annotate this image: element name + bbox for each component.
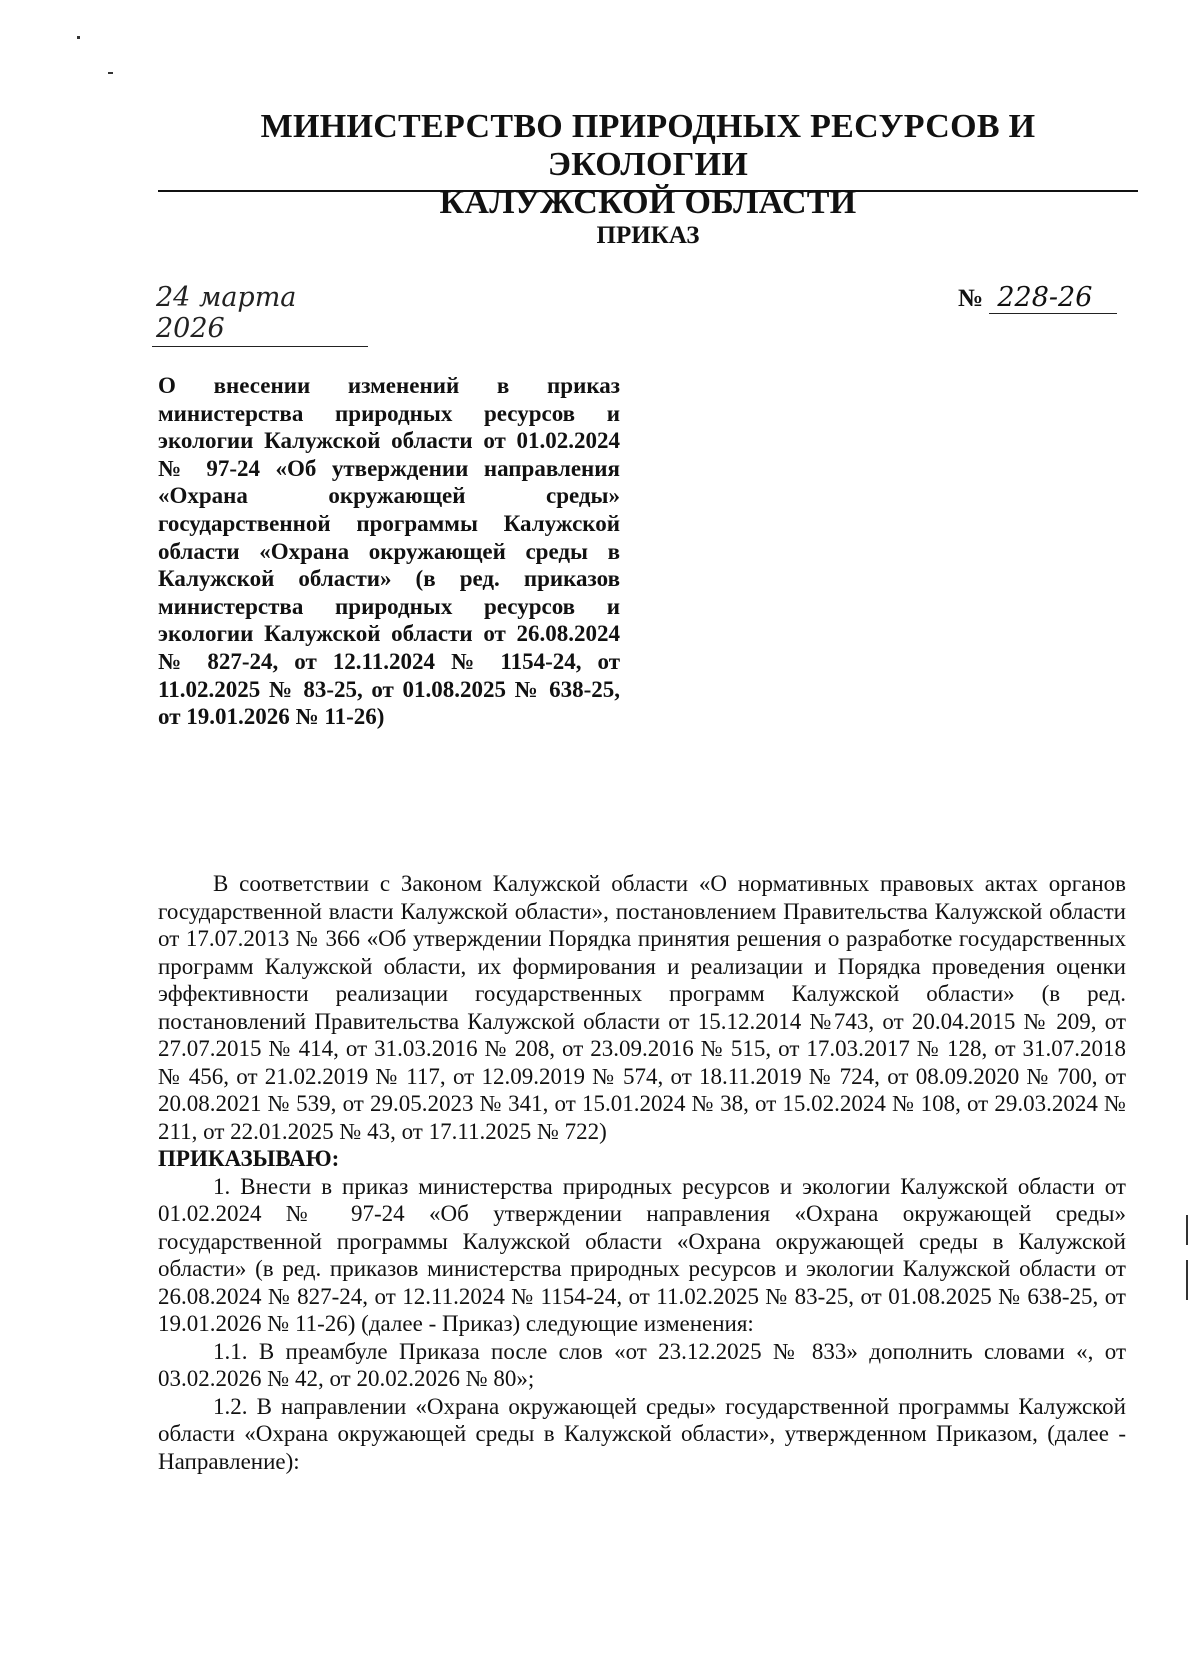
ministry-header (158, 108, 1138, 222)
document-type-title: ПРИКАЗ (596, 222, 700, 249)
scan-speck (1186, 1260, 1188, 1300)
order-number (958, 282, 1117, 314)
document-body (158, 870, 1126, 1475)
preamble-paragraph: В соответствии с Законом Калужской области «О нормативных правовых актах органов государственной власти Калужской области», постановлением Правительства Калужской области от 17.07.2013 № 366 «Об утверждении Порядка принятия решения о разработке государственных программ Калужской области, их формирования и реализации и Порядка проведения оценки эффективности реализации государственных программ Калужской области» (в ред. постановлений Правительства Калужской области от 15.12.2014 №743, от 20.04.2015 № 209, от 27.07.2015 № 414, от 31.03.2016 № 208, от 23.09.2016 № 515, от 17.03.2017 № 128, от 31.07.2018 № 456, от 21.02.2019 № 117, от 12.09.2019 № 574, от 18.11.2019 № 724, от 08.09.2020 № 700, от 20.08.2021 № 539, от 29.05.2023 № 341, от 15.01.2024 № 38, от 15.02.2024 № 108, от 29.03.2024 № 211, от 22.01.2025 № 43, от 17.11.2025 № 722) (158, 871, 1126, 1144)
scan-speck (108, 72, 113, 74)
ministry-name-line1: МИНИСТЕРСТВО ПРИРОДНЫХ РЕСУРСОВ И ЭКОЛОГИИ (260, 108, 1036, 183)
scan-speck (1186, 1215, 1188, 1245)
order-item-1-2: 1.2. В направлении «Охрана окружающей среды» государственной программы Калужской области «Охрана окружающей среды в Калужской области», утвержденном Приказом, (далее - Направление): (158, 1393, 1126, 1474)
ministry-name-line2: КАЛУЖСКОЙ ОБЛАСТИ (439, 184, 857, 221)
order-item-1: 1. Внести в приказ министерства природных ресурсов и экологии Калужской области от 01.02.2024 № 97-24 «Об утверждении направления «Охрана окружающей среды» государственной программы Калужской области «Охрана окружающей среды в Калужской области» (в ред. приказов министерства природных ресурсов и экологии Калужской области от 26.08.2024 № 827-24, от 12.11.2024 № 1154-24, от 11.02.2025 № 83-25, от 01.08.2025 № 638-25, от 19.01.2026 № 11-26) (далее - Приказ) следующие изменения: (158, 1173, 1126, 1336)
order-directive-word: ПРИКАЗЫВАЮ: (158, 1146, 340, 1171)
header-divider (158, 190, 1138, 192)
scan-speck (77, 36, 80, 39)
order-item-1-1: 1.1. В преамбуле Приказа после слов «от 23.12.2025 № 833» дополнить словами «, от 03.02.2026 № 42, от 20.02.2026 № 80»; (158, 1338, 1126, 1391)
handwritten-number: 228-26 (989, 282, 1117, 314)
number-sign: № (958, 285, 984, 312)
document-subject: О внесении изменений в приказ министерства природных ресурсов и экологии Калужской области от 01.02.2024 № 97-24 «Об утверждении направления «Охрана окружающей среды» государственной программы Калужской области «Охрана окружающей среды в Калужской области» (в ред. приказов министерства природных ресурсов и экологии Калужской области от 26.08.2024 № 827-24, от 12.11.2024 № 1154-24, от 11.02.2025 № 83-25, от 01.08.2025 № 638-25, от 19.01.2026 № 11-26) (158, 373, 620, 730)
handwritten-date: 24 марта 2026 (152, 282, 368, 347)
